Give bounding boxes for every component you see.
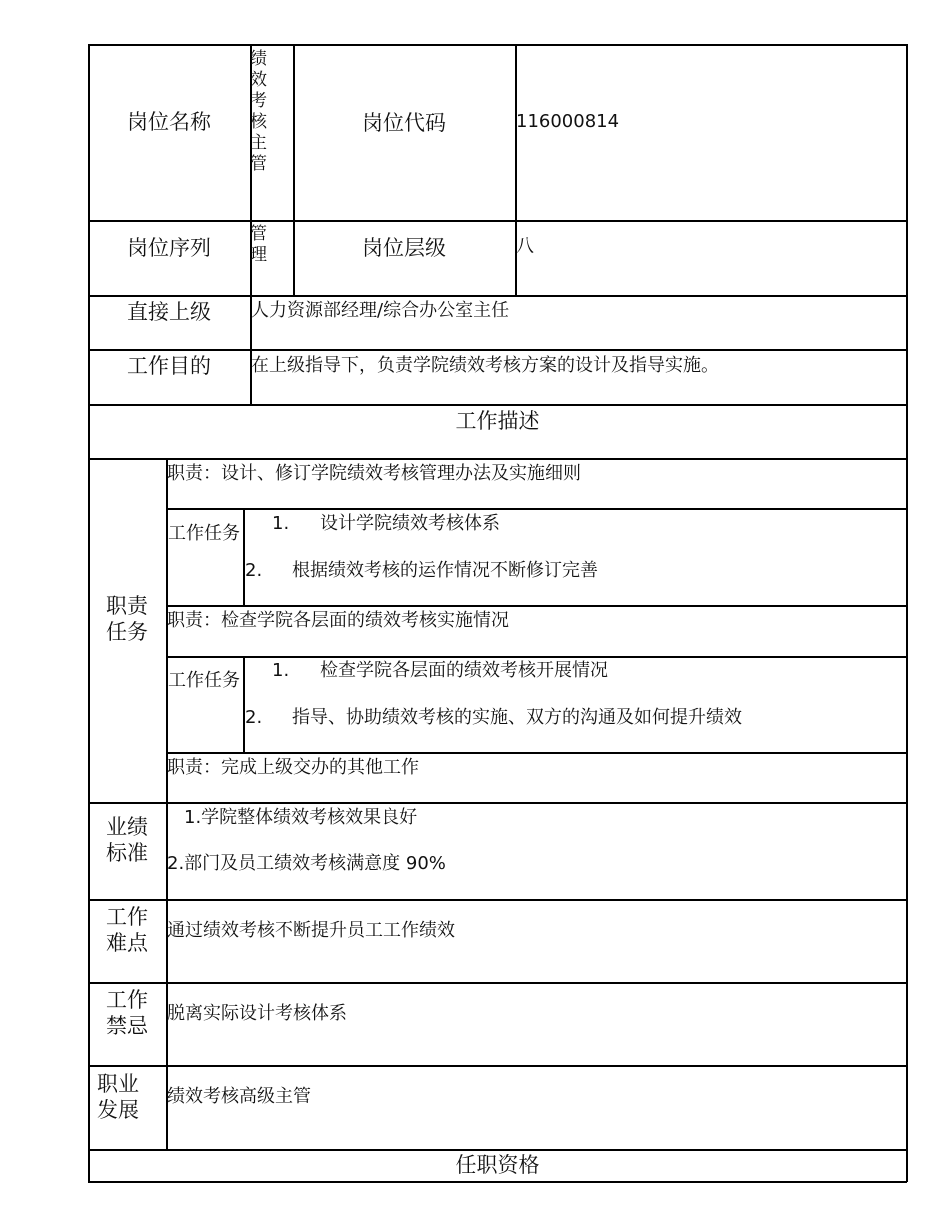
post-code-value: 116000814 xyxy=(516,111,620,132)
grid-line xyxy=(166,752,907,754)
task-text: 根据绩效考核的运作情况不断修订完善 xyxy=(292,560,598,581)
grid-line xyxy=(166,605,907,607)
performance-item: 1.学院整体绩效考核效果良好 xyxy=(184,807,418,828)
grid-line xyxy=(166,508,907,510)
qualification-section-title: 任职资格 xyxy=(455,1153,540,1177)
grid-line xyxy=(88,349,907,351)
post-series-value: 管理 xyxy=(250,224,267,265)
performance-label: 业绩标准 xyxy=(106,815,148,865)
grid-line xyxy=(88,1149,907,1151)
task-number: 1. xyxy=(272,513,290,534)
grid-line xyxy=(906,44,908,1182)
performance-item: 2.部门及员工绩效考核满意度 90% xyxy=(167,853,446,874)
post-level-value: 八 xyxy=(516,236,534,257)
grid-line xyxy=(88,802,907,804)
purpose-value: 在上级指导下，负责学院绩效考核方案的设计及指导实施。 xyxy=(251,355,719,376)
grid-line xyxy=(88,1181,907,1183)
task-item xyxy=(245,707,742,729)
grid-line xyxy=(243,508,245,605)
task-number: 2. xyxy=(245,560,263,581)
taboo-value: 脱离实际设计考核体系 xyxy=(167,1003,347,1024)
grid-line xyxy=(88,220,907,222)
taboo-label: 工作禁忌 xyxy=(106,988,148,1038)
post-series-label: 岗位序列 xyxy=(127,236,211,260)
career-label: 职业发展 xyxy=(97,1072,139,1122)
task-number: 2. xyxy=(245,707,263,728)
task-label: 工作任务 xyxy=(168,523,240,544)
post-code-label: 岗位代码 xyxy=(362,111,446,135)
grid-line xyxy=(166,656,907,658)
grid-line xyxy=(88,899,907,901)
description-section-title: 工作描述 xyxy=(455,409,540,433)
duty-title: 职责：检查学院各层面的绩效考核实施情况 xyxy=(167,610,509,631)
task-item xyxy=(272,513,500,535)
post-name-value: 绩效考核主管 xyxy=(250,49,267,174)
grid-line xyxy=(88,1065,907,1067)
grid-line xyxy=(166,458,168,1149)
grid-line xyxy=(243,656,245,752)
grid-line xyxy=(88,458,907,460)
career-value: 绩效考核高级主管 xyxy=(167,1086,311,1107)
superior-label: 直接上级 xyxy=(127,300,211,324)
superior-value: 人力资源部经理/综合办公室主任 xyxy=(251,300,510,321)
task-text: 检查学院各层面的绩效考核开展情况 xyxy=(320,660,608,681)
task-item xyxy=(245,560,598,582)
purpose-label: 工作目的 xyxy=(127,354,211,378)
grid-line xyxy=(88,44,90,1182)
duty-title: 职责：完成上级交办的其他工作 xyxy=(167,757,419,778)
duty-title: 职责：设计、修订学院绩效考核管理办法及实施细则 xyxy=(167,463,581,484)
task-item xyxy=(272,660,608,682)
task-label: 工作任务 xyxy=(168,670,240,691)
duties-label: 职责任务 xyxy=(106,594,148,644)
difficulty-label: 工作难点 xyxy=(106,905,148,955)
grid-line xyxy=(88,404,907,406)
task-text: 设计学院绩效考核体系 xyxy=(320,513,500,534)
grid-line xyxy=(88,982,907,984)
task-number: 1. xyxy=(272,660,290,681)
post-name-label: 岗位名称 xyxy=(127,110,211,134)
grid-line xyxy=(88,295,907,297)
grid-line xyxy=(88,44,907,46)
difficulty-value: 通过绩效考核不断提升员工工作绩效 xyxy=(167,920,455,941)
task-text: 指导、协助绩效考核的实施、双方的沟通及如何提升绩效 xyxy=(292,707,742,728)
post-level-label: 岗位层级 xyxy=(362,236,446,260)
